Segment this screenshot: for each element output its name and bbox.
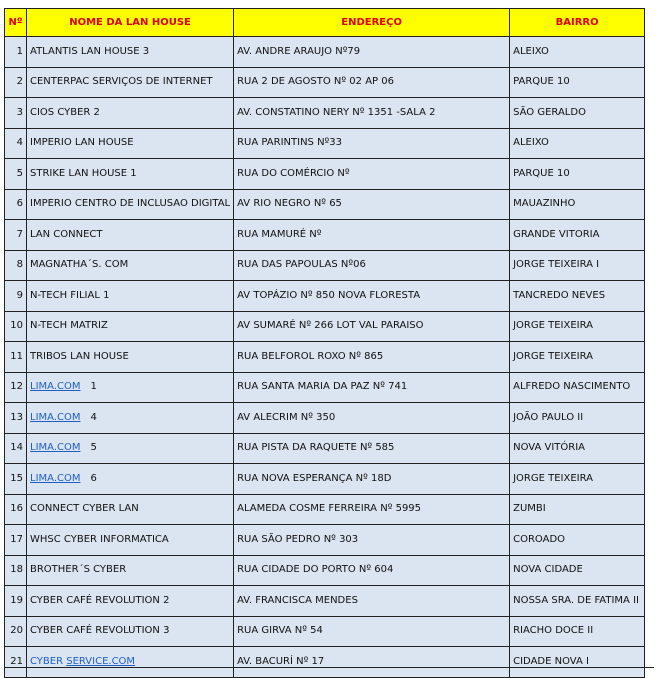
cell-num: 5 — [5, 159, 27, 190]
cell-district: ALEIXO — [510, 128, 645, 159]
header-name: NOME DA LAN HOUSE — [27, 9, 234, 37]
cell-name — [27, 647, 234, 678]
table-row — [5, 525, 645, 556]
cell-address: AV. FRANCISCA MENDES — [234, 586, 510, 617]
cell-name: LAN CONNECT — [27, 220, 234, 251]
cell-address: RUA CIDADE DO PORTO Nº 604 — [234, 555, 510, 586]
cell-num: 14 — [5, 433, 27, 464]
cell-num: 12 — [5, 372, 27, 403]
table-row — [5, 647, 645, 678]
cell-district: RIACHO DOCE II — [510, 616, 645, 647]
table-row — [5, 494, 645, 525]
table-row — [5, 464, 645, 495]
name-prefix: CYBER — [30, 655, 64, 667]
cell-name — [27, 433, 234, 464]
table-row — [5, 220, 645, 251]
name-suffix: 4 — [90, 411, 97, 423]
cell-address: RUA GIRVA Nº 54 — [234, 616, 510, 647]
cell-district: SÃO GERALDO — [510, 98, 645, 129]
cell-district: NOSSA SRA. DE FATIMA II — [510, 586, 645, 617]
table-row — [5, 37, 645, 68]
cell-name: CYBER CAFÉ REVOLUTION 3 — [27, 616, 234, 647]
cell-address: ALAMEDA COSME FERREIRA Nº 5995 — [234, 494, 510, 525]
cell-address: RUA SANTA MARIA DA PAZ Nº 741 — [234, 372, 510, 403]
table-row — [5, 281, 645, 312]
cell-name: CIOS CYBER 2 — [27, 98, 234, 129]
cell-address: RUA BELFOROL ROXO Nº 865 — [234, 342, 510, 373]
table-row — [5, 342, 645, 373]
cell-num: 7 — [5, 220, 27, 251]
table-row — [5, 128, 645, 159]
table-row — [5, 159, 645, 190]
table-row — [5, 555, 645, 586]
cell-district: JORGE TEIXEIRA — [510, 464, 645, 495]
cell-name: CONNECT CYBER LAN — [27, 494, 234, 525]
cell-name: N-TECH FILIAL 1 — [27, 281, 234, 312]
cell-address: RUA DO COMÉRCIO Nº — [234, 159, 510, 190]
cell-district: JORGE TEIXEIRA I — [510, 250, 645, 281]
spreadsheet — [4, 8, 645, 678]
cell-address: AV RIO NEGRO Nº 65 — [234, 189, 510, 220]
cell-name: STRIKE LAN HOUSE 1 — [27, 159, 234, 190]
cell-address: RUA PISTA DA RAQUETE Nº 585 — [234, 433, 510, 464]
cell-name: CYBER CAFÉ REVOLUTION 2 — [27, 586, 234, 617]
cell-name: ATLANTIS LAN HOUSE 3 — [27, 37, 234, 68]
name-link[interactable]: LIMA.COM — [30, 442, 81, 454]
table-row — [5, 616, 645, 647]
table-row — [5, 67, 645, 98]
table-row — [5, 98, 645, 129]
cell-address: RUA PARINTINS Nº33 — [234, 128, 510, 159]
cell-num: 2 — [5, 67, 27, 98]
cell-num: 4 — [5, 128, 27, 159]
cell-name: CENTERPAC SERVIÇOS DE INTERNET — [27, 67, 234, 98]
cell-address: AV ALECRIM Nº 350 — [234, 403, 510, 434]
cell-address: AV TOPÁZIO Nº 850 NOVA FLORESTA — [234, 281, 510, 312]
table-row — [5, 403, 645, 434]
cell-num: 10 — [5, 311, 27, 342]
header-district: BAIRRO — [510, 9, 645, 37]
table-row — [5, 250, 645, 281]
cell-district: NOVA CIDADE — [510, 555, 645, 586]
cell-address: RUA NOVA ESPERANÇA Nº 18D — [234, 464, 510, 495]
cell-district: COROADO — [510, 525, 645, 556]
cell-num: 3 — [5, 98, 27, 129]
name-link[interactable]: SERVICE.COM — [66, 655, 136, 667]
cell-district: TANCREDO NEVES — [510, 281, 645, 312]
cell-num: 6 — [5, 189, 27, 220]
cell-district: ALEIXO — [510, 37, 645, 68]
cell-address: RUA 2 DE AGOSTO Nº 02 AP 06 — [234, 67, 510, 98]
cell-address: AV. CONSTATINO NERY Nº 1351 -SALA 2 — [234, 98, 510, 129]
cell-name: IMPERIO CENTRO DE INCLUSAO DIGITAL — [27, 189, 234, 220]
cell-num: 9 — [5, 281, 27, 312]
cell-address: RUA DAS PAPOULAS Nº06 — [234, 250, 510, 281]
cell-num: 11 — [5, 342, 27, 373]
table-row — [5, 311, 645, 342]
table-row — [5, 433, 645, 464]
cell-district: JOÃO PAULO II — [510, 403, 645, 434]
table-row — [5, 189, 645, 220]
table-row — [5, 372, 645, 403]
cell-address: RUA MAMURÉ Nº — [234, 220, 510, 251]
name-suffix: 5 — [90, 442, 97, 454]
cell-address: AV. ANDRE ARAUJO Nº79 — [234, 37, 510, 68]
header-row — [5, 9, 645, 37]
cell-name: MAGNATHA´S. COM — [27, 250, 234, 281]
cell-district: PARQUE 10 — [510, 67, 645, 98]
cell-num: 16 — [5, 494, 27, 525]
cell-address: AV. BACURÍ Nº 17 — [234, 647, 510, 678]
lan-house-table — [4, 8, 645, 678]
cell-district: JORGE TEIXEIRA — [510, 342, 645, 373]
header-address: ENDEREÇO — [234, 9, 510, 37]
cell-num: 18 — [5, 555, 27, 586]
cell-num: 15 — [5, 464, 27, 495]
cell-name: TRIBOS LAN HOUSE — [27, 342, 234, 373]
cell-district: JORGE TEIXEIRA — [510, 311, 645, 342]
cell-name: N-TECH MATRIZ — [27, 311, 234, 342]
name-suffix: 1 — [90, 381, 97, 393]
table-body — [5, 37, 645, 678]
cell-name — [27, 372, 234, 403]
cell-name: BROTHER´S CYBER — [27, 555, 234, 586]
cell-num: 20 — [5, 616, 27, 647]
cell-num: 13 — [5, 403, 27, 434]
bottom-rule — [4, 667, 654, 668]
cell-district: GRANDE VITORIA — [510, 220, 645, 251]
cell-num: 21 — [5, 647, 27, 678]
cell-district: ALFREDO NASCIMENTO — [510, 372, 645, 403]
cell-num: 17 — [5, 525, 27, 556]
cell-district: NOVA VITÓRIA — [510, 433, 645, 464]
header-num: Nº — [5, 9, 27, 37]
cell-num: 19 — [5, 586, 27, 617]
cell-num: 8 — [5, 250, 27, 281]
cell-district: PARQUE 10 — [510, 159, 645, 190]
name-link[interactable]: LIMA.COM — [30, 411, 81, 423]
cell-name: WHSC CYBER INFORMATICA — [27, 525, 234, 556]
cell-district: ZUMBI — [510, 494, 645, 525]
cell-name — [27, 464, 234, 495]
table-row — [5, 586, 645, 617]
cell-district: MAUAZINHO — [510, 189, 645, 220]
cell-address: AV SUMARÉ Nº 266 LOT VAL PARAISO — [234, 311, 510, 342]
name-link[interactable]: LIMA.COM — [30, 381, 81, 393]
cell-name — [27, 403, 234, 434]
cell-num: 1 — [5, 37, 27, 68]
cell-name: IMPERIO LAN HOUSE — [27, 128, 234, 159]
name-suffix: 6 — [90, 472, 97, 484]
cell-address: RUA SÃO PEDRO Nº 303 — [234, 525, 510, 556]
name-link[interactable]: LIMA.COM — [30, 472, 81, 484]
cell-district: CIDADE NOVA I — [510, 647, 645, 678]
